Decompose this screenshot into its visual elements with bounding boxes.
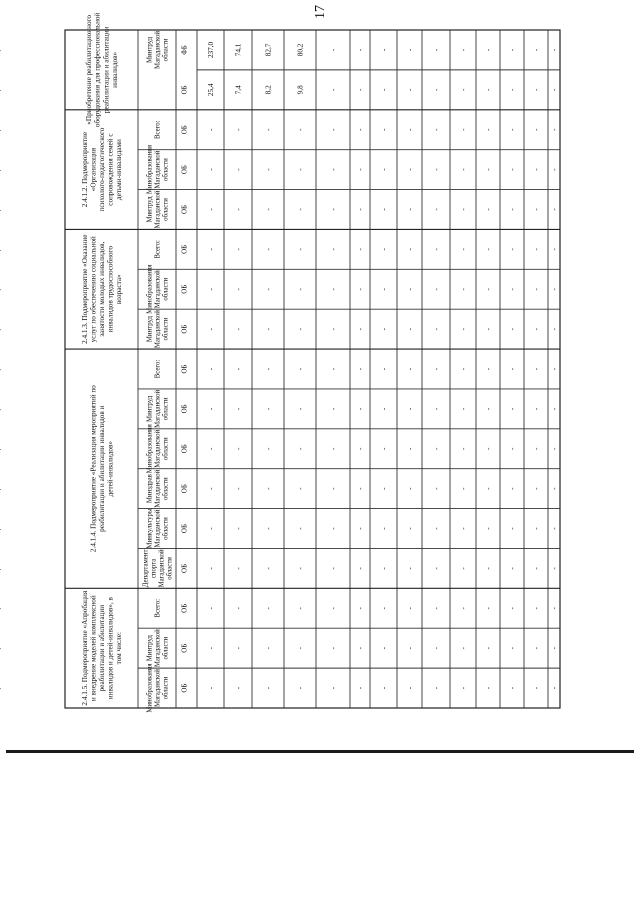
funding-source: ОБ bbox=[180, 244, 189, 254]
value-cell: - bbox=[296, 208, 305, 211]
value-cell: - bbox=[459, 248, 468, 251]
value-cell: - bbox=[405, 327, 414, 331]
value-cell: - bbox=[234, 367, 243, 371]
value-cell: - bbox=[206, 288, 215, 291]
value-cell: - bbox=[356, 686, 365, 690]
value-cell: - bbox=[459, 48, 468, 52]
value-cell: - bbox=[379, 646, 388, 650]
value-cell: - bbox=[508, 527, 517, 530]
value-cell: - bbox=[264, 327, 273, 331]
value-cell: - bbox=[296, 567, 305, 570]
value-cell: 237,0 bbox=[206, 41, 215, 59]
funding-source: ОБ bbox=[180, 603, 189, 613]
value-cell: - bbox=[206, 407, 215, 411]
value-cell: - bbox=[379, 367, 388, 371]
funding-source: ОБ bbox=[180, 484, 189, 494]
value-cell: - bbox=[508, 607, 517, 610]
value-cell: - bbox=[379, 128, 388, 131]
value-cell: - bbox=[356, 646, 365, 650]
value-cell: - bbox=[459, 487, 468, 490]
value-cell: - bbox=[234, 487, 243, 490]
value-cell: - bbox=[356, 527, 365, 530]
value-cell: - bbox=[296, 447, 305, 450]
value-cell: - bbox=[484, 686, 493, 690]
value-cell: - bbox=[405, 248, 414, 251]
value-cell: - bbox=[508, 487, 517, 490]
value-cell: - bbox=[296, 367, 305, 371]
value-cell bbox=[0, 445, 2, 453]
value-cell: - bbox=[532, 447, 541, 450]
value-cell: - bbox=[459, 327, 468, 331]
value-cell: - bbox=[329, 208, 338, 211]
value-cell: - bbox=[508, 168, 517, 171]
value-cell: - bbox=[550, 527, 559, 530]
funding-source: ОБ bbox=[180, 643, 189, 653]
value-cell: - bbox=[550, 646, 559, 650]
measure-name: «Приобретение реабилитационногооборудования для профессиональнойреабилитации и абилитацииинвалидов» bbox=[85, 12, 119, 128]
value-cell: - bbox=[459, 407, 468, 411]
value-cell: - bbox=[484, 487, 493, 490]
measure-name: 2.4.1.2. Подмероприятие«Организацияпсихолого-педагогическогосопровождения семей сдетьми-инвалидами bbox=[80, 127, 124, 212]
funding-source: ОБ bbox=[180, 683, 189, 693]
value-cell: - bbox=[234, 327, 243, 331]
value-cell: - bbox=[234, 407, 243, 411]
value-cell bbox=[0, 126, 2, 134]
value-cell: - bbox=[459, 367, 468, 371]
value-cell: - bbox=[356, 567, 365, 570]
value-cell: - bbox=[484, 527, 493, 530]
value-cell: - bbox=[356, 487, 365, 490]
funding-source: ОБ bbox=[180, 284, 189, 294]
org-name: МинтрудМагаданскойобласти bbox=[146, 389, 170, 428]
value-cell: - bbox=[432, 527, 441, 530]
value-cell: - bbox=[234, 527, 243, 530]
value-cell: - bbox=[432, 646, 441, 650]
value-cell bbox=[0, 286, 2, 294]
funding-source: ОБ bbox=[180, 444, 189, 454]
value-cell: - bbox=[432, 208, 441, 211]
value-cell: - bbox=[264, 128, 273, 131]
value-cell: - bbox=[264, 646, 273, 650]
value-cell: - bbox=[432, 487, 441, 490]
value-cell: - bbox=[329, 686, 338, 690]
value-cell bbox=[0, 206, 2, 214]
value-cell: 25,4 bbox=[206, 83, 215, 97]
value-cell: - bbox=[532, 327, 541, 331]
value-cell bbox=[0, 246, 2, 254]
funding-source: ОБ bbox=[180, 404, 189, 414]
value-cell: - bbox=[379, 487, 388, 490]
value-cell: - bbox=[432, 686, 441, 690]
value-cell: - bbox=[405, 367, 414, 371]
value-cell: - bbox=[264, 248, 273, 251]
value-cell: - bbox=[508, 567, 517, 570]
value-cell: - bbox=[550, 168, 559, 171]
value-cell: - bbox=[484, 407, 493, 411]
value-cell: - bbox=[296, 487, 305, 490]
value-cell: - bbox=[432, 407, 441, 411]
value-cell: - bbox=[264, 447, 273, 450]
value-cell: - bbox=[329, 48, 338, 52]
value-cell: - bbox=[484, 248, 493, 251]
value-cell: - bbox=[329, 646, 338, 650]
org-name: МинобразованияМагаданскойобласти bbox=[146, 424, 170, 474]
value-cell: - bbox=[329, 128, 338, 131]
value-cell: - bbox=[550, 288, 559, 291]
value-cell: - bbox=[459, 686, 468, 690]
value-cell: - bbox=[532, 487, 541, 490]
value-cell: - bbox=[206, 248, 215, 251]
value-cell: - bbox=[550, 567, 559, 570]
funding-source: ОБ bbox=[180, 85, 189, 95]
value-cell: - bbox=[484, 646, 493, 650]
value-cell: - bbox=[264, 607, 273, 610]
value-cell: - bbox=[379, 407, 388, 411]
measure-name: 2.4.1.4. Подмероприятие «Реализация мероприятий пореабилитации и абилитации инвалидов идетей-инвалидов» bbox=[89, 385, 115, 553]
value-cell: - bbox=[484, 288, 493, 291]
value-cell: - bbox=[508, 686, 517, 690]
value-cell bbox=[0, 365, 2, 373]
value-cell bbox=[0, 485, 2, 493]
value-cell: - bbox=[432, 567, 441, 570]
value-cell: - bbox=[508, 327, 517, 331]
value-cell: - bbox=[379, 288, 388, 291]
value-cell: - bbox=[532, 288, 541, 291]
value-cell: 82,7 bbox=[264, 43, 273, 57]
value-cell: - bbox=[484, 447, 493, 450]
value-cell: - bbox=[206, 447, 215, 450]
org-name: МинтрудМагаданскойобласти bbox=[146, 30, 170, 69]
value-cell: 8,2 bbox=[264, 85, 273, 95]
value-cell: - bbox=[379, 88, 388, 92]
value-cell: - bbox=[379, 607, 388, 610]
value-cell: - bbox=[329, 168, 338, 171]
value-cell: - bbox=[508, 128, 517, 131]
value-cell bbox=[0, 166, 2, 174]
value-cell: - bbox=[234, 567, 243, 570]
value-cell: - bbox=[508, 208, 517, 211]
value-cell: 80,2 bbox=[296, 43, 305, 57]
value-cell: - bbox=[264, 367, 273, 371]
value-cell: - bbox=[405, 88, 414, 92]
funding-source: ОБ bbox=[180, 523, 189, 534]
org-name: МинздравМагаданскойобласти bbox=[146, 469, 170, 508]
org-name: Всего: bbox=[154, 599, 162, 618]
org-name: МинобразованияМагаданскойобласти bbox=[146, 663, 170, 713]
value-cell: - bbox=[356, 208, 365, 211]
org-name: МинтрудМагаданскойобласти bbox=[146, 190, 170, 229]
value-cell: - bbox=[356, 327, 365, 331]
value-cell: - bbox=[234, 607, 243, 610]
value-cell bbox=[0, 645, 2, 653]
funding-source: ФБ bbox=[180, 45, 189, 55]
value-cell: - bbox=[296, 128, 305, 131]
value-cell: - bbox=[356, 248, 365, 251]
value-cell: - bbox=[432, 607, 441, 610]
value-cell: - bbox=[264, 567, 273, 570]
value-cell: - bbox=[550, 248, 559, 251]
value-cell: - bbox=[329, 88, 338, 92]
value-cell: - bbox=[550, 487, 559, 490]
value-cell: - bbox=[234, 168, 243, 171]
value-cell: - bbox=[432, 447, 441, 450]
org-name: МинтрудМагаданскойобласти bbox=[146, 310, 170, 349]
funding-source: ОБ bbox=[180, 165, 189, 175]
value-cell: - bbox=[432, 327, 441, 331]
value-cell: - bbox=[432, 128, 441, 131]
measure-name: 2.4.1.5. Подмероприятие «Апробацияи внедрение моделей комплекснойреабилитации и абилитацииинвалидов и детей-инвалидов», втом числе: bbox=[80, 590, 124, 706]
value-cell: - bbox=[432, 367, 441, 371]
value-cell: - bbox=[379, 248, 388, 251]
value-cell: - bbox=[264, 487, 273, 490]
value-cell: - bbox=[550, 48, 559, 52]
value-cell: - bbox=[264, 407, 273, 411]
org-name: МинобразованияМагаданскойобласти bbox=[146, 145, 170, 195]
value-cell: - bbox=[379, 447, 388, 450]
value-cell: - bbox=[234, 686, 243, 690]
value-cell: - bbox=[532, 367, 541, 371]
value-cell: - bbox=[484, 607, 493, 610]
value-cell: - bbox=[234, 128, 243, 131]
value-cell: - bbox=[484, 367, 493, 371]
value-cell: - bbox=[508, 646, 517, 650]
value-cell: - bbox=[550, 128, 559, 131]
value-cell: - bbox=[550, 407, 559, 411]
measure-name: 2.4.1.3. Подмероприятие «Оказаниеуслуг по обеспечению социальнойзанятости молодых инвалидов,инвалидов трудоспособноговозраста» bbox=[80, 234, 124, 344]
value-cell: - bbox=[405, 168, 414, 171]
value-cell: - bbox=[405, 487, 414, 490]
value-cell: - bbox=[206, 527, 215, 530]
org-name: МинтрудМагаданскойобласти bbox=[146, 629, 170, 668]
value-cell: - bbox=[296, 686, 305, 690]
value-cell: - bbox=[432, 288, 441, 291]
value-cell: - bbox=[532, 686, 541, 690]
value-cell: - bbox=[459, 168, 468, 171]
value-cell: - bbox=[459, 128, 468, 131]
value-cell: - bbox=[459, 567, 468, 570]
value-cell: - bbox=[508, 447, 517, 450]
value-cell: - bbox=[405, 288, 414, 291]
value-cell: - bbox=[550, 607, 559, 610]
value-cell: - bbox=[234, 248, 243, 251]
funding-source: ОБ bbox=[180, 364, 189, 374]
value-cell: - bbox=[532, 248, 541, 251]
value-cell: - bbox=[532, 527, 541, 530]
value-cell: - bbox=[432, 248, 441, 251]
value-cell: 74,1 bbox=[234, 43, 243, 57]
value-cell: - bbox=[356, 607, 365, 610]
value-cell: - bbox=[329, 367, 338, 371]
funding-source: ОБ bbox=[180, 563, 189, 573]
value-cell: - bbox=[329, 248, 338, 251]
org-name: МинобразованияМагаданскойобласти bbox=[146, 264, 170, 314]
value-cell: - bbox=[329, 487, 338, 490]
value-cell: - bbox=[532, 168, 541, 171]
value-cell: - bbox=[484, 567, 493, 570]
value-cell: - bbox=[459, 447, 468, 450]
value-cell: - bbox=[550, 208, 559, 211]
value-cell bbox=[0, 405, 2, 413]
value-cell: - bbox=[329, 327, 338, 331]
value-cell: 7,4 bbox=[234, 85, 243, 95]
value-cell: - bbox=[379, 686, 388, 690]
value-cell: - bbox=[405, 447, 414, 450]
value-cell: - bbox=[234, 447, 243, 450]
value-cell: - bbox=[508, 248, 517, 251]
value-cell: - bbox=[405, 607, 414, 610]
value-cell: - bbox=[459, 646, 468, 650]
value-cell: - bbox=[296, 407, 305, 411]
value-cell: - bbox=[405, 48, 414, 52]
value-cell: - bbox=[379, 208, 388, 211]
value-cell: - bbox=[379, 527, 388, 530]
value-cell: - bbox=[296, 288, 305, 291]
value-cell: - bbox=[329, 607, 338, 610]
value-cell: - bbox=[405, 646, 414, 650]
value-cell bbox=[0, 684, 2, 692]
value-cell bbox=[0, 326, 2, 334]
value-cell: - bbox=[532, 128, 541, 131]
value-cell: - bbox=[206, 567, 215, 570]
value-cell: - bbox=[356, 407, 365, 411]
value-cell: 9,8 bbox=[296, 85, 305, 95]
value-cell: - bbox=[356, 88, 365, 92]
value-cell: - bbox=[234, 646, 243, 650]
value-cell: - bbox=[550, 367, 559, 371]
value-cell: - bbox=[379, 48, 388, 52]
value-cell: - bbox=[432, 88, 441, 92]
value-cell: - bbox=[508, 407, 517, 411]
value-cell: - bbox=[532, 607, 541, 610]
value-cell: - bbox=[484, 168, 493, 171]
value-cell: - bbox=[484, 208, 493, 211]
value-cell: - bbox=[206, 208, 215, 211]
value-cell: - bbox=[550, 327, 559, 331]
funding-source: ОБ bbox=[180, 204, 189, 215]
value-cell: - bbox=[432, 168, 441, 171]
value-cell bbox=[0, 46, 2, 54]
value-cell bbox=[0, 525, 2, 533]
value-cell: - bbox=[459, 607, 468, 610]
org-name: Всего: bbox=[154, 240, 162, 259]
value-cell: - bbox=[532, 646, 541, 650]
value-cell bbox=[0, 605, 2, 613]
value-cell: - bbox=[405, 128, 414, 131]
value-cell: - bbox=[264, 208, 273, 211]
value-cell: - bbox=[550, 686, 559, 690]
value-cell: - bbox=[329, 527, 338, 530]
value-cell: - bbox=[459, 88, 468, 92]
value-cell bbox=[0, 565, 2, 573]
value-cell: - bbox=[550, 447, 559, 450]
page-number: 17 bbox=[313, 5, 328, 19]
value-cell: - bbox=[329, 407, 338, 411]
value-cell: - bbox=[206, 168, 215, 171]
value-cell: - bbox=[356, 288, 365, 291]
value-cell: - bbox=[264, 686, 273, 690]
value-cell: - bbox=[234, 288, 243, 291]
value-cell: - bbox=[432, 48, 441, 52]
org-name: МинкультурыМагаданскойобласти bbox=[146, 508, 170, 549]
org-name: ДепартаментспортаМагаданскойобласти bbox=[142, 549, 174, 588]
value-cell: - bbox=[484, 128, 493, 131]
value-cell: - bbox=[405, 527, 414, 530]
value-cell: - bbox=[379, 567, 388, 570]
value-cell: - bbox=[206, 327, 215, 331]
value-cell: - bbox=[206, 128, 215, 131]
value-cell: - bbox=[356, 447, 365, 450]
value-cell: - bbox=[356, 168, 365, 171]
value-cell: - bbox=[379, 327, 388, 331]
value-cell: - bbox=[405, 407, 414, 411]
funding-source: ОБ bbox=[180, 324, 189, 334]
value-cell: - bbox=[329, 447, 338, 450]
value-cell: - bbox=[459, 288, 468, 291]
value-cell: - bbox=[532, 567, 541, 570]
value-cell: - bbox=[206, 646, 215, 650]
value-cell: - bbox=[296, 607, 305, 610]
value-cell: - bbox=[206, 686, 215, 690]
value-cell: - bbox=[296, 248, 305, 251]
value-cell: - bbox=[206, 487, 215, 490]
value-cell: - bbox=[329, 567, 338, 570]
scan-edge-line bbox=[6, 750, 634, 753]
value-cell: - bbox=[356, 367, 365, 371]
value-cell: - bbox=[459, 527, 468, 530]
value-cell: - bbox=[484, 327, 493, 331]
value-cell: - bbox=[459, 208, 468, 211]
value-cell: - bbox=[405, 567, 414, 570]
org-name: Всего: bbox=[154, 120, 162, 139]
value-cell: - bbox=[532, 48, 541, 52]
value-cell: - bbox=[264, 527, 273, 530]
value-cell: - bbox=[296, 527, 305, 530]
value-cell: - bbox=[484, 48, 493, 52]
value-cell: - bbox=[264, 168, 273, 171]
value-cell: - bbox=[508, 288, 517, 291]
value-cell: - bbox=[329, 288, 338, 291]
value-cell: - bbox=[206, 607, 215, 610]
value-cell: - bbox=[532, 208, 541, 211]
value-cell: - bbox=[356, 48, 365, 52]
value-cell: - bbox=[379, 168, 388, 171]
value-cell: - bbox=[264, 288, 273, 291]
value-cell: - bbox=[356, 128, 365, 131]
value-cell: - bbox=[484, 88, 493, 92]
value-cell: - bbox=[296, 168, 305, 171]
value-cell: - bbox=[532, 407, 541, 411]
value-cell bbox=[0, 86, 2, 94]
org-name: Всего: bbox=[154, 359, 162, 379]
value-cell: - bbox=[550, 88, 559, 92]
funding-source: ОБ bbox=[180, 125, 189, 135]
value-cell: - bbox=[405, 686, 414, 690]
value-cell: - bbox=[508, 88, 517, 92]
value-cell: - bbox=[296, 327, 305, 331]
value-cell: - bbox=[508, 367, 517, 371]
value-cell: - bbox=[296, 646, 305, 650]
value-cell: - bbox=[532, 88, 541, 92]
value-cell: - bbox=[206, 367, 215, 371]
value-cell: - bbox=[405, 208, 414, 211]
value-cell: - bbox=[234, 208, 243, 211]
value-cell: - bbox=[508, 48, 517, 52]
